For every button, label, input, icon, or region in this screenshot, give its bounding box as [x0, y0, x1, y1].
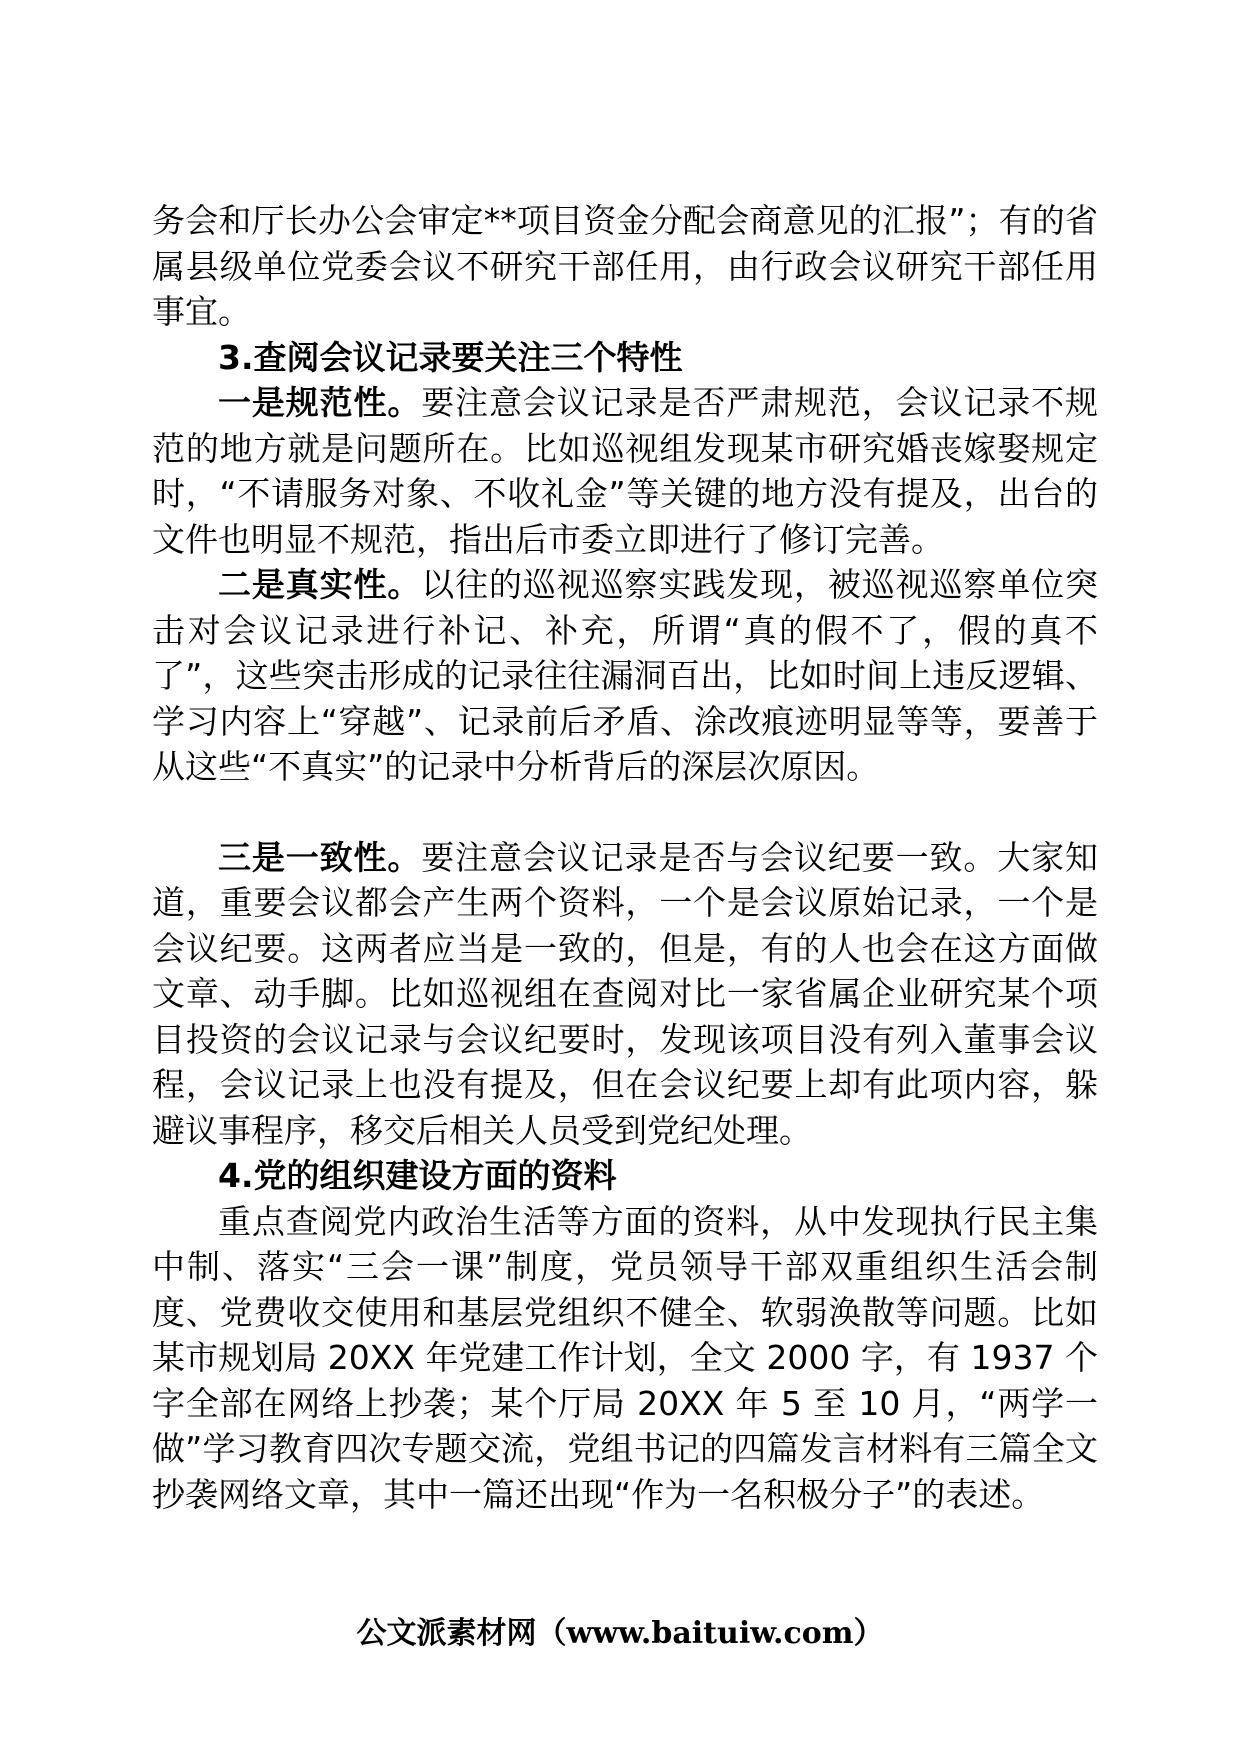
blank-line — [152, 790, 1098, 835]
paragraph-party-organization: 重点查阅党内政治生活等方面的资料，从中发现执行民主集中制、落实“三会一课”制度，党员领导干部双重组织生活会制度、党费收交使用和基层党组织不健全、软弱涣散等问题。比如某市规划局 20XX 年党建工作计划，全文 2000 字，有 1937 个字全部在网络上抄袭；某个厅局 20XX 年 5 至 10 月，“两学一做”学习教育四次专题交流，党组书记的四篇发言材料有三篇全文抄袭网络文章，其中一篇还出现“作为一名积极分子”的表述。 — [152, 1201, 1098, 1514]
paragraph-lead: 二是真实性。 — [218, 565, 422, 604]
paragraph-normativity — [152, 380, 1098, 562]
paragraph-consistency — [152, 835, 1098, 1154]
section-heading-4: 4.党的组织建设方面的资料 — [218, 1156, 617, 1195]
paragraph-authenticity — [152, 562, 1098, 790]
paragraph-text: 以往的巡视巡察实践发现，被巡视巡察单位突击对会议记录进行补记、补充，所谓“真的假不了，假的真不了”，这些突击形成的记录往往漏洞百出，比如时间上违反逻辑、学习内容上“穿越”、记录前后矛盾、涂改痕迹明显等等，要善于从这些“不真实”的记录中分析背后的深层次原因。 — [152, 565, 1099, 786]
paragraph-text: 要注意会议记录是否与会议纪要一致。大家知道，重要会议都会产生两个资料，一个是会议原始记录，一个是会议纪要。这两者应当是一致的，但是，有的人也会在这方面做文章、动手脚。比如巡视组在查阅对比一家省属企业研究某个项目投资的会议记录与会议纪要时，发现该项目没有列入董事会议程，会议记录上也没有提及，但在会议纪要上却有此项内容，躲避议事程序，移交后相关人员受到党纪处理。 — [152, 837, 1099, 1150]
paragraph-continuation: 务会和厅长办公会审定**项目资金分配会商意见的汇报”；有的省属县级单位党委会议不研究干部任用，由行政会议研究干部任用事宜。 — [152, 201, 1098, 331]
document-body — [152, 198, 1098, 1517]
paragraph-text: 要注意会议记录是否严肃规范，会议记录不规范的地方就是问题所在。比如巡视组发现某市研究婚丧嫁娶规定时，“不请服务对象、不收礼金”等关键的地方没有提及，出台的文件也明显不规范，指出后市委立即进行了修订完善。 — [152, 383, 1099, 559]
paragraph-lead: 一是规范性。 — [218, 383, 422, 422]
section-heading-3: 3.查阅会议记录要关注三个特性 — [218, 337, 683, 377]
paragraph-lead: 三是一致性。 — [218, 837, 422, 877]
page-footer-source: 公文派素材网（www.baituiw.com） — [356, 1616, 884, 1651]
